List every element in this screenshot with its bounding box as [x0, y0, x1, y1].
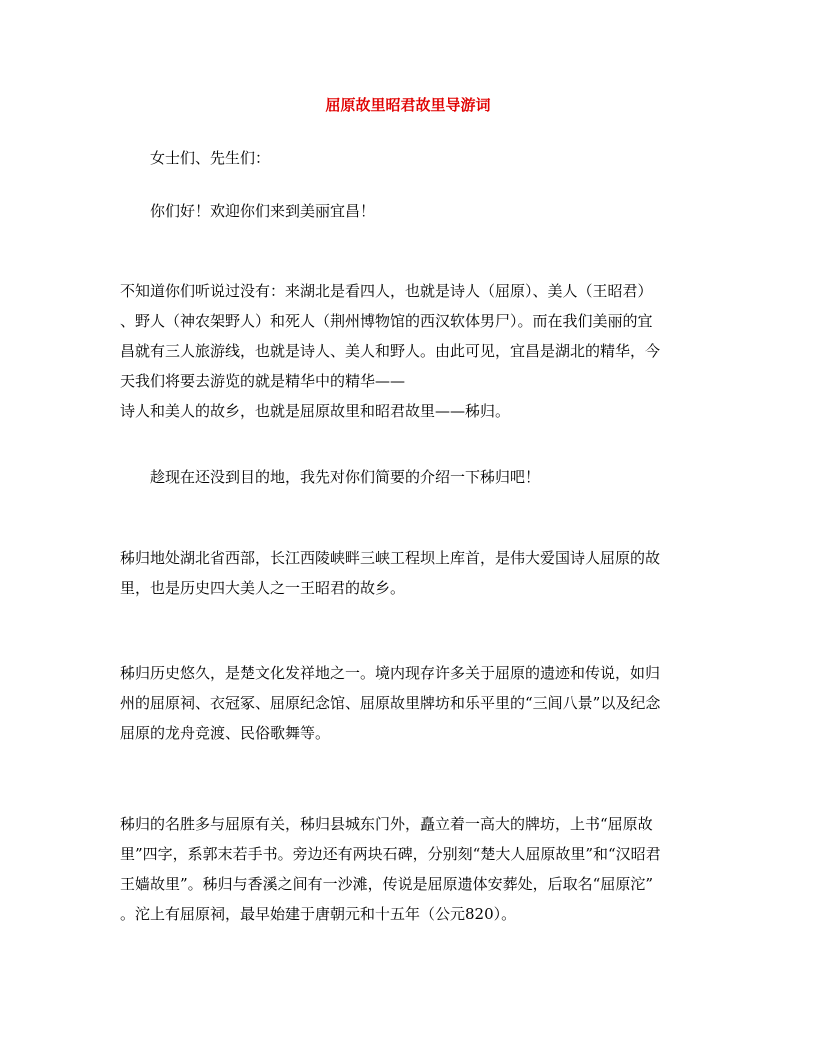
- paragraph-line: 昌就有三人旅游线，也就是诗人、美人和野人。由此可见，宜昌是湖北的精华，今: [120, 342, 661, 360]
- greeting-line: 女士们、先生们：: [150, 149, 271, 167]
- paragraph-line: 里，也是历史四大美人之一王昭君的故乡。: [120, 579, 406, 597]
- paragraph-line: 。沱上有屈原祠，最早始建于唐朝元和十五年（公元820）。: [120, 905, 517, 923]
- paragraph-line: 秭归的名胜多与屈原有关，秭归县城东门外，矗立着一高大的牌坊，上书“屈原故: [120, 815, 653, 833]
- paragraph-line: 秭归地处湖北省西部，长江西陵峡畔三峡工程坝上库首，是伟大爱国诗人屈原的故: [120, 549, 661, 567]
- intro-line: 趁现在还没到目的地，我先对你们简要的介绍一下秭归吧！: [150, 468, 541, 486]
- paragraph-line: 不知道你们听说过没有：来湖北是看四人，也就是诗人（屈原）、美人（王昭君）: [120, 282, 653, 300]
- paragraph-line: 天我们将要去游览的就是精华中的精华——: [120, 372, 406, 390]
- paragraph-location: [120, 543, 700, 603]
- paragraph-landmarks: [120, 809, 700, 929]
- document-title: 屈原故里昭君故里导游词: [325, 96, 491, 114]
- paragraph-history: [120, 658, 700, 748]
- paragraph-line: 州的屈原祠、衣冠冢、屈原纪念馆、屈原故里牌坊和乐平里的“三闾八景”以及纪念: [120, 694, 661, 712]
- paragraph-line: 里”四字，系郭末若手书。旁边还有两块石碑，分别刻“楚大人屈原故里”和“汉昭君: [120, 845, 661, 863]
- paragraph-line: 诗人和美人的故乡，也就是屈原故里和昭君故里——秭归。: [120, 402, 511, 420]
- paragraph-line: 、野人（神农架野人）和死人（荆州博物馆的西汉软体男尸）。而在我们美丽的宜: [120, 312, 653, 330]
- paragraph-line: 屈原的龙舟竞渡、民俗歌舞等。: [120, 724, 331, 742]
- paragraph-line: 秭归历史悠久，是楚文化发祥地之一。境内现存许多关于屈原的遗迹和传说，如归: [120, 664, 661, 682]
- paragraph-intro-four-people: [120, 276, 700, 426]
- welcome-line: 你们好！欢迎你们来到美丽宜昌！: [150, 202, 376, 220]
- paragraph-line: 王嫱故里”。秭归与香溪之间有一沙滩，传说是屈原遗体安葬处，后取名“屈原沱”: [120, 875, 654, 893]
